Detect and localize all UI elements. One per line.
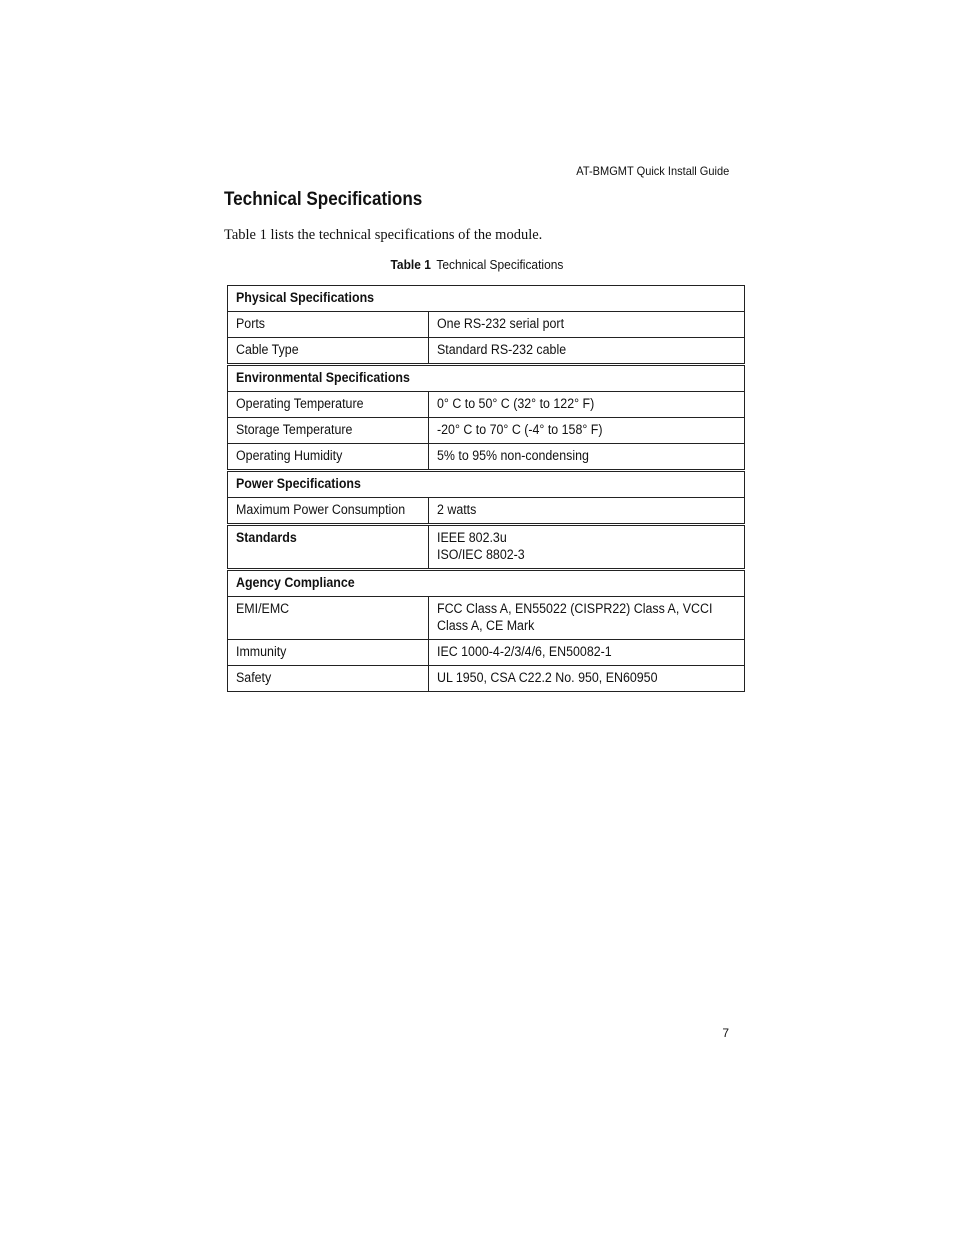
table-row	[228, 597, 745, 640]
row-value	[428, 640, 744, 666]
table-caption	[227, 257, 727, 272]
section-heading	[228, 365, 745, 392]
row-value	[428, 498, 744, 525]
section-heading-text: Power Specifications	[236, 476, 361, 491]
table-row	[228, 312, 745, 338]
row-label	[228, 498, 429, 525]
table-row	[228, 418, 745, 444]
row-value-text: One RS-232 serial port	[436, 316, 564, 331]
row-label-text: Operating Humidity	[236, 448, 343, 463]
row-label-text: EMI/EMC	[236, 601, 290, 616]
row-label	[228, 640, 429, 666]
row-label	[228, 597, 429, 640]
row-label-text: Storage Temperature	[236, 422, 353, 437]
table-caption-label: Table 1	[390, 257, 431, 272]
row-value	[428, 444, 744, 471]
row-label-text: Safety	[236, 670, 272, 685]
row-value	[428, 338, 744, 365]
row-value	[428, 597, 744, 640]
intro-paragraph: Table 1 lists the technical specifications of the module.	[224, 227, 543, 243]
row-value-text: IEC 1000-4-2/3/4/6, EN50082-1	[436, 644, 612, 659]
row-label-text: Cable Type	[236, 342, 299, 357]
row-value-text: 5% to 95% non-condensing	[436, 448, 589, 463]
table-row	[228, 666, 745, 692]
row-value	[428, 312, 744, 338]
table-caption-title: Technical Specifications	[436, 257, 564, 272]
running-header: AT-BMGMT Quick Install Guide	[576, 164, 729, 178]
row-label	[228, 444, 429, 471]
section-row-environmental	[228, 365, 745, 392]
row-label	[228, 666, 429, 692]
specifications-table	[227, 285, 745, 692]
table-caption-text	[391, 257, 564, 272]
row-label-text: Maximum Power Consumption	[236, 502, 406, 517]
row-value-line: FCC Class A, EN55022 (CISPR22) Class A, VCCI	[436, 601, 713, 616]
row-label-text: Ports	[236, 316, 265, 331]
page-number: 7	[722, 1026, 729, 1040]
table-row	[228, 392, 745, 418]
section-heading	[228, 570, 745, 597]
row-value	[428, 392, 744, 418]
row-label-text: Standards	[236, 530, 297, 545]
row-label	[228, 312, 429, 338]
section-row-physical	[228, 286, 745, 312]
section-row-standards	[228, 525, 745, 570]
row-value	[428, 666, 744, 692]
row-label	[228, 338, 429, 365]
row-label	[228, 525, 429, 570]
row-value-text: Standard RS-232 cable	[436, 342, 566, 357]
table-row	[228, 498, 745, 525]
row-value	[428, 525, 744, 570]
section-heading	[228, 471, 745, 498]
section-heading-text: Physical Specifications	[236, 290, 375, 305]
table-row	[228, 444, 745, 471]
row-value-text: -20° C to 70° C (-4° to 158° F)	[436, 422, 603, 437]
section-heading-text: Environmental Specifications	[236, 370, 410, 385]
standard-value-line: IEEE 802.3u	[436, 530, 507, 545]
row-value	[428, 418, 744, 444]
row-label-text: Immunity	[236, 644, 287, 659]
section-title: Technical Specifications	[224, 189, 423, 210]
row-value-line: Class A, CE Mark	[436, 618, 535, 633]
section-heading	[228, 286, 745, 312]
row-label-text: Operating Temperature	[236, 396, 364, 411]
table-row	[228, 640, 745, 666]
table-row	[228, 338, 745, 365]
section-row-agency	[228, 570, 745, 597]
row-value-text: 0° C to 50° C (32° to 122° F)	[436, 396, 595, 411]
row-label	[228, 418, 429, 444]
section-row-power	[228, 471, 745, 498]
section-heading-text: Agency Compliance	[236, 575, 355, 590]
row-label	[228, 392, 429, 418]
row-value-text: UL 1950, CSA C22.2 No. 950, EN60950	[436, 670, 658, 685]
row-value-text: 2 watts	[436, 502, 477, 517]
standard-value-line: ISO/IEC 8802-3	[436, 547, 525, 562]
